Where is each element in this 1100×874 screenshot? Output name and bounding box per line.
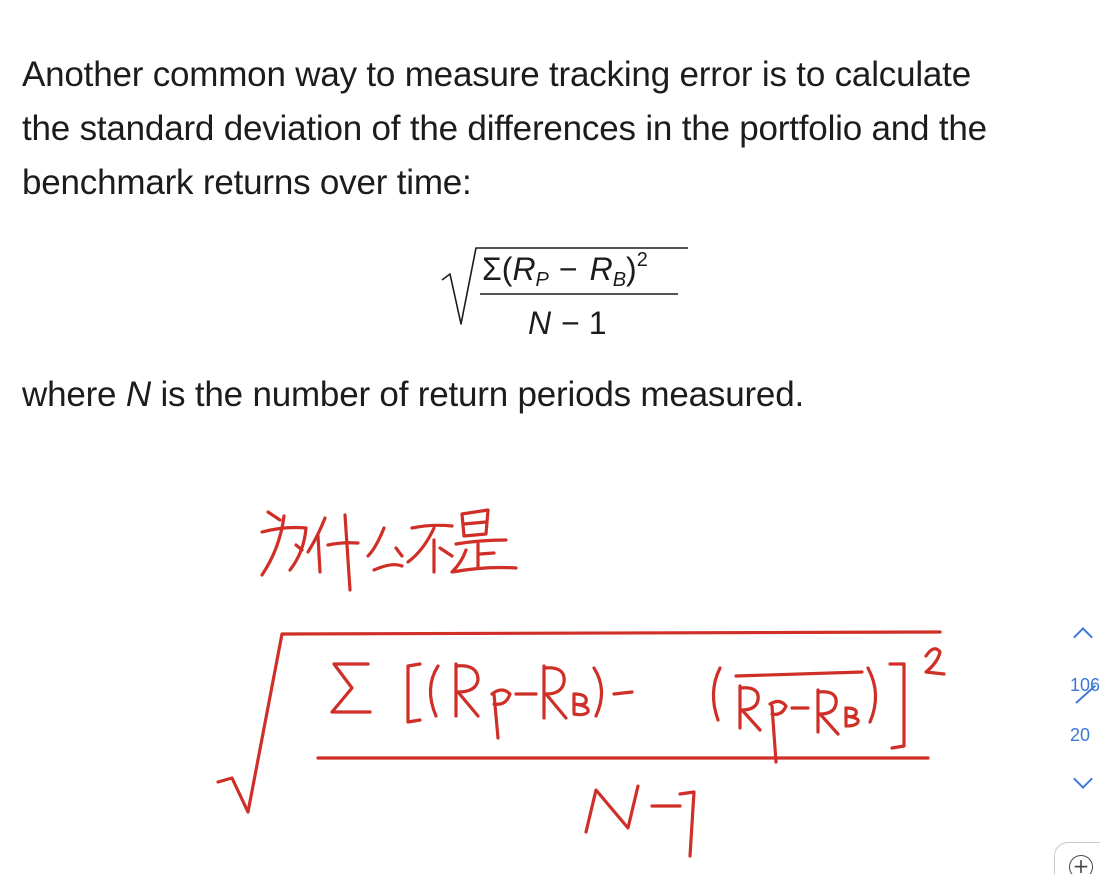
handwritten-note	[262, 510, 516, 590]
variable-n: N	[125, 375, 151, 414]
formula-denominator: N − 1	[528, 305, 607, 341]
chevron-down-icon[interactable]	[1073, 769, 1093, 789]
intro-line: benchmark returns over time:	[22, 163, 472, 202]
intro-line: Another common way to measure tracking error is to calculate	[22, 55, 971, 94]
total-page-count: 20	[1070, 725, 1091, 745]
intro-line: the standard deviation of the differences in the portfolio and the	[22, 109, 987, 148]
zoom-in-button[interactable]	[1054, 842, 1100, 874]
handwritten-formula	[218, 632, 944, 856]
page-navigator	[1060, 620, 1100, 874]
paragraph-where: where N is the number of return periods measured.	[22, 375, 804, 414]
plus-circle-icon: +	[1069, 855, 1093, 874]
formula-numerator: Σ(RP − RB)$^2$	[482, 249, 648, 291]
chevron-up-icon[interactable]	[1073, 627, 1093, 647]
current-page-number[interactable]: 106	[1070, 675, 1100, 695]
